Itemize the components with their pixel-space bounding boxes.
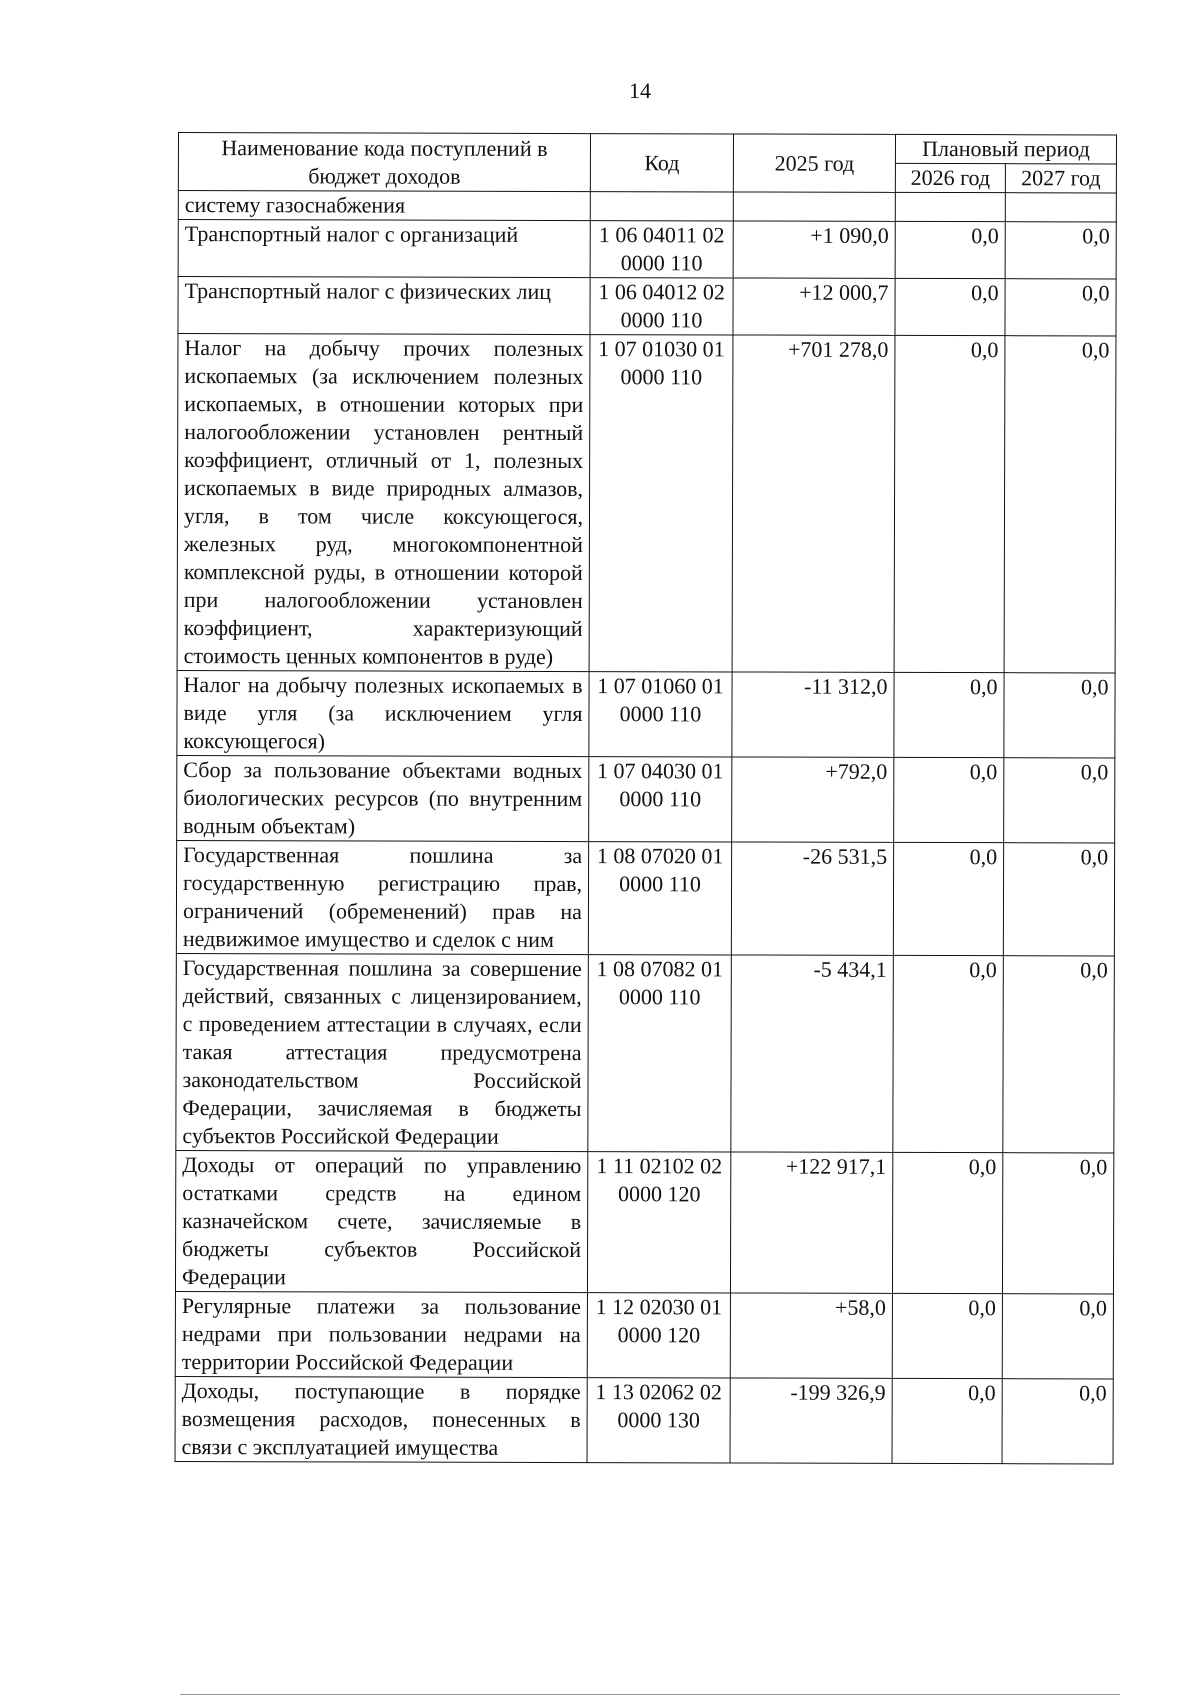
row-code: 1 07 01030 01 0000 110 <box>589 335 733 672</box>
row-2026: 0,0 <box>892 1152 1002 1293</box>
row-code: 1 13 02062 02 0000 130 <box>587 1378 730 1463</box>
row-name: Регулярные платежи за пользование недрами при пользовании недрами на территории Российской Федерации <box>175 1291 587 1377</box>
row-2026: 0,0 <box>893 842 1003 955</box>
page-number: 14 <box>629 78 651 103</box>
row-name: систему газоснабжения <box>178 191 590 221</box>
table-row <box>176 953 1115 1152</box>
row-code: 1 08 07020 01 0000 110 <box>588 842 731 955</box>
budget-revenue-table <box>175 132 1117 1464</box>
table-row <box>177 755 1115 842</box>
table-row <box>178 220 1116 279</box>
row-code: 1 07 04030 01 0000 110 <box>589 757 732 842</box>
row-2025: +58,0 <box>730 1293 892 1378</box>
row-2027: 0,0 <box>1003 956 1115 1153</box>
row-2026: 0,0 <box>895 278 1005 335</box>
row-code: 1 07 01060 01 0000 110 <box>589 672 732 757</box>
table-row <box>178 277 1116 336</box>
row-2026: 0,0 <box>894 757 1004 842</box>
row-2027: 0,0 <box>1002 1153 1113 1294</box>
row-2025 <box>733 192 895 221</box>
header-code: Код <box>590 134 733 192</box>
row-2027: 0,0 <box>1003 843 1114 956</box>
row-2026 <box>895 192 1005 221</box>
row-2027: 0,0 <box>1005 222 1116 279</box>
table-row <box>178 191 1116 222</box>
row-2025: -199 326,9 <box>730 1378 892 1463</box>
table-row <box>175 1376 1113 1463</box>
row-2025: +122 917,1 <box>730 1152 892 1293</box>
header-name: Наименование кода поступлений в бюджет доходов <box>178 133 590 192</box>
row-code: 1 12 02030 01 0000 120 <box>587 1293 730 1378</box>
table-body <box>175 191 1116 1464</box>
row-2026: 0,0 <box>893 955 1004 1152</box>
page-bottom-rule <box>180 1694 1120 1695</box>
header-row-1 <box>178 133 1116 164</box>
row-code: 1 08 07082 01 0000 110 <box>588 955 732 1152</box>
row-name: Сбор за пользование объектами водных биологических ресурсов (по внутренним водным объектам) <box>177 755 589 841</box>
row-name: Транспортный налог с физических лиц <box>178 277 590 335</box>
table-row <box>175 1150 1113 1293</box>
row-2025: -26 531,5 <box>731 842 893 955</box>
table-row <box>177 334 1116 673</box>
row-2027: 0,0 <box>1002 1294 1113 1379</box>
header-planned-period: Плановый период <box>895 134 1116 164</box>
row-2027: 0,0 <box>1004 336 1116 673</box>
row-2026: 0,0 <box>894 672 1004 757</box>
row-2025: +792,0 <box>732 757 894 842</box>
row-2027: 0,0 <box>1004 758 1115 843</box>
row-2027 <box>1005 193 1116 222</box>
row-code: 1 06 04011 02 0000 110 <box>590 221 733 278</box>
row-code: 1 11 02102 02 0000 120 <box>587 1152 730 1293</box>
row-2027: 0,0 <box>1004 673 1115 758</box>
row-name: Налог на добычу прочих полезных ископаемых (за исключением полезных ископаемых, в отношении которых при налогообложении установлен рентный коэффициент, отличный от 1, полезных ископаемых в виде природных алмазов, угля, в том числе коксующегося, железных руд, многокомпонентной комплексной руды, в отношении которой при налогообложении установлен коэффициент, характеризующий стоимость ценных компонентов в руде) <box>177 334 590 672</box>
row-2025: +701 278,0 <box>732 335 895 672</box>
row-2025: -11 312,0 <box>732 672 894 757</box>
table-row <box>175 1291 1113 1378</box>
row-2026: 0,0 <box>892 1293 1002 1378</box>
row-2026: 0,0 <box>894 335 1005 672</box>
row-name: Государственная пошлина за совершение действий, связанных с лицензированием, с проведением аттестации в случаях, если такая аттестация предусмотрена законодательством Российской Федерации, зачисляемая в бюджеты субъектов Российской Федерации <box>176 953 589 1151</box>
row-2026: 0,0 <box>892 1378 1002 1463</box>
header-2027: 2027 год <box>1005 164 1116 193</box>
row-2026: 0,0 <box>895 221 1005 278</box>
row-2025: +12 000,7 <box>733 278 895 335</box>
row-name: Транспортный налог с организаций <box>178 220 590 278</box>
row-name: Доходы от операций по управлению остатками средств на едином казначейском счете, зачисляемые в бюджеты субъектов Российской Федерации <box>175 1150 587 1292</box>
header-2025: 2025 год <box>733 134 895 192</box>
row-code: 1 06 04012 02 0000 110 <box>590 278 733 335</box>
row-2025: -5 434,1 <box>731 955 894 1152</box>
row-name: Налог на добычу полезных ископаемых в виде угля (за исключением угля коксующегося) <box>177 670 589 756</box>
table-row <box>177 670 1115 757</box>
row-2025: +1 090,0 <box>733 221 895 278</box>
row-name: Доходы, поступающие в порядке возмещения расходов, понесенных в связи с эксплуатацией имущества <box>175 1376 587 1462</box>
row-code <box>590 192 733 221</box>
row-2027: 0,0 <box>1005 279 1116 336</box>
header-2026: 2026 год <box>895 163 1005 192</box>
row-2027: 0,0 <box>1002 1379 1113 1464</box>
table-row <box>176 840 1114 955</box>
row-name: Государственная пошлина за государственную регистрацию прав, ограничений (обременений) прав на недвижимое имущество и сделок с ним <box>176 840 588 954</box>
